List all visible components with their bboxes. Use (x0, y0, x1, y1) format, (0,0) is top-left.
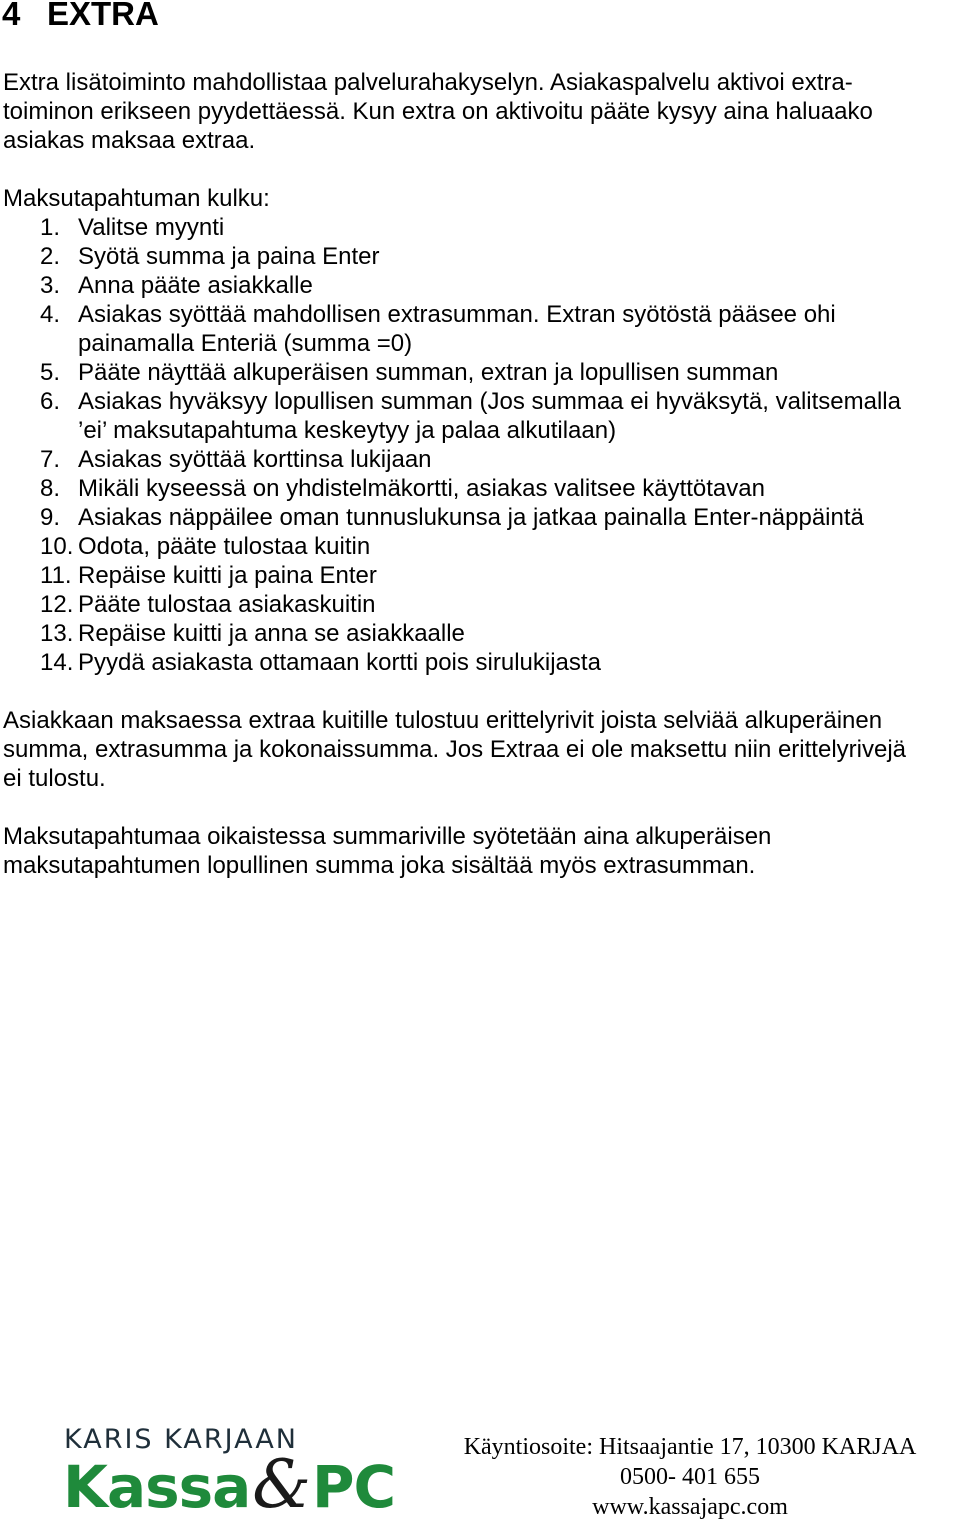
list-item-number: 4. (40, 301, 61, 328)
list-item-text: Mikäli kyseessä on yhdistelmäkortti, asiakas valitsee käyttötavan (78, 475, 765, 502)
list-item-text: Odota, pääte tulostaa kuitin (78, 533, 371, 560)
list-item-text: Repäise kuitti ja paina Enter (78, 562, 377, 589)
spacer (3, 155, 960, 184)
list-item-text: Asiakas näppäilee oman tunnuslukunsa ja jatkaa painalla Enter-näppäintä (78, 504, 864, 531)
list-item (3, 503, 960, 532)
list-item (3, 387, 960, 445)
footer-website: www.kassajapc.com (592, 1494, 788, 1520)
list-item (3, 474, 960, 503)
list-item (3, 445, 960, 474)
list-item-text: Anna pääte asiakkalle (78, 272, 313, 299)
receipt-paragraph: Asiakkaan maksaessa extraa kuitille tulostuu erittelyrivit joista selviää alkuperäinen summa, extrasumma ja kokonaissumma. Jos Extraa ei ole maksettu niin erittelyrivejä ei tulostu. (3, 707, 906, 792)
list-item-text: Pyydä asiakasta ottamaan kortti pois sirulukijasta (78, 649, 601, 676)
list-item (3, 213, 960, 242)
section-heading (2, 0, 159, 34)
list-item-text: Repäise kuitti ja anna se asiakkaalle (78, 620, 465, 647)
list-item-number: 14. (40, 649, 74, 676)
list-item-number: 10. (40, 533, 74, 560)
spacer (3, 793, 960, 822)
list-item-text: Asiakas syöttää mahdollisen extrasumman. Extran syötöstä pääsee ohi painamalla Enteriä (summa =0) (78, 301, 836, 357)
list-item-number: 11. (40, 562, 72, 589)
intro-paragraph: Extra lisätoiminto mahdollistaa palvelurahakyselyn. Asiakaspalvelu aktivoi extra- toiminon erikseen pyydettäessä. Kun extra on aktivoitu pääte kysyy aina haluaako asiakas maksaa extraa. (3, 69, 873, 154)
section-title: EXTRA (47, 0, 159, 32)
list-item-number: 6. (40, 388, 61, 415)
list-item (3, 532, 960, 561)
list-item-number: 7. (40, 446, 61, 473)
list-item-number: 3. (40, 272, 61, 299)
footer-address-line: Käyntiosoite: Hitsaajantie 17, 10300 KARJAA (463, 1434, 917, 1460)
list-item-text: Pääte näyttää alkuperäisen summan, extran ja lopullisen summan (78, 359, 779, 386)
list-item (3, 358, 960, 387)
logo-word-kassa: Kassa (63, 1453, 251, 1521)
spacer (3, 677, 960, 706)
flow-title: Maksutapahtuman kulku: (3, 185, 270, 212)
list-item-text: Syötä summa ja paina Enter (78, 243, 380, 270)
list-item-number: 12. (40, 591, 74, 618)
list-item-number: 13. (40, 620, 74, 647)
list-item-number: 2. (40, 243, 61, 270)
company-logo (63, 1424, 403, 1523)
list-item (3, 300, 960, 358)
logo-ampersand: & (252, 1446, 311, 1523)
logo-wordmark (63, 1446, 396, 1523)
footer-contact (440, 1432, 940, 1522)
list-item (3, 271, 960, 300)
list-item-text: Valitse myynti (78, 214, 225, 241)
list-item (3, 648, 960, 677)
list-item (3, 242, 960, 271)
list-item-text: Pääte tulostaa asiakaskuitin (78, 591, 376, 618)
list-item (3, 561, 960, 590)
list-item-number: 5. (40, 359, 61, 386)
list-item (3, 619, 960, 648)
correction-paragraph: Maksutapahtumaa oikaistessa summariville syötetään aina alkuperäisen maksutapahtumen lopullinen summa joka sisältää myös extrasumman. (3, 823, 772, 879)
section-number: 4 (2, 0, 21, 32)
steps-list (3, 213, 960, 677)
logo-tagline: KARIS KARJAAN (64, 1424, 298, 1455)
list-item-number: 8. (40, 475, 61, 502)
footer-phone: 0500- 401 655 (620, 1464, 760, 1490)
document-body (3, 68, 960, 880)
logo-word-pc: PC (312, 1453, 396, 1521)
list-item-text: Asiakas syöttää korttinsa lukijaan (78, 446, 432, 473)
list-item (3, 590, 960, 619)
list-item-number: 9. (40, 504, 61, 531)
list-item-number: 1. (40, 214, 61, 241)
list-item-text: Asiakas hyväksyy lopullisen summan (Jos summaa ei hyväksytä, valitsemalla ’ei’ maksutapahtuma keskeytyy ja palaa alkutilaan) (78, 388, 901, 444)
